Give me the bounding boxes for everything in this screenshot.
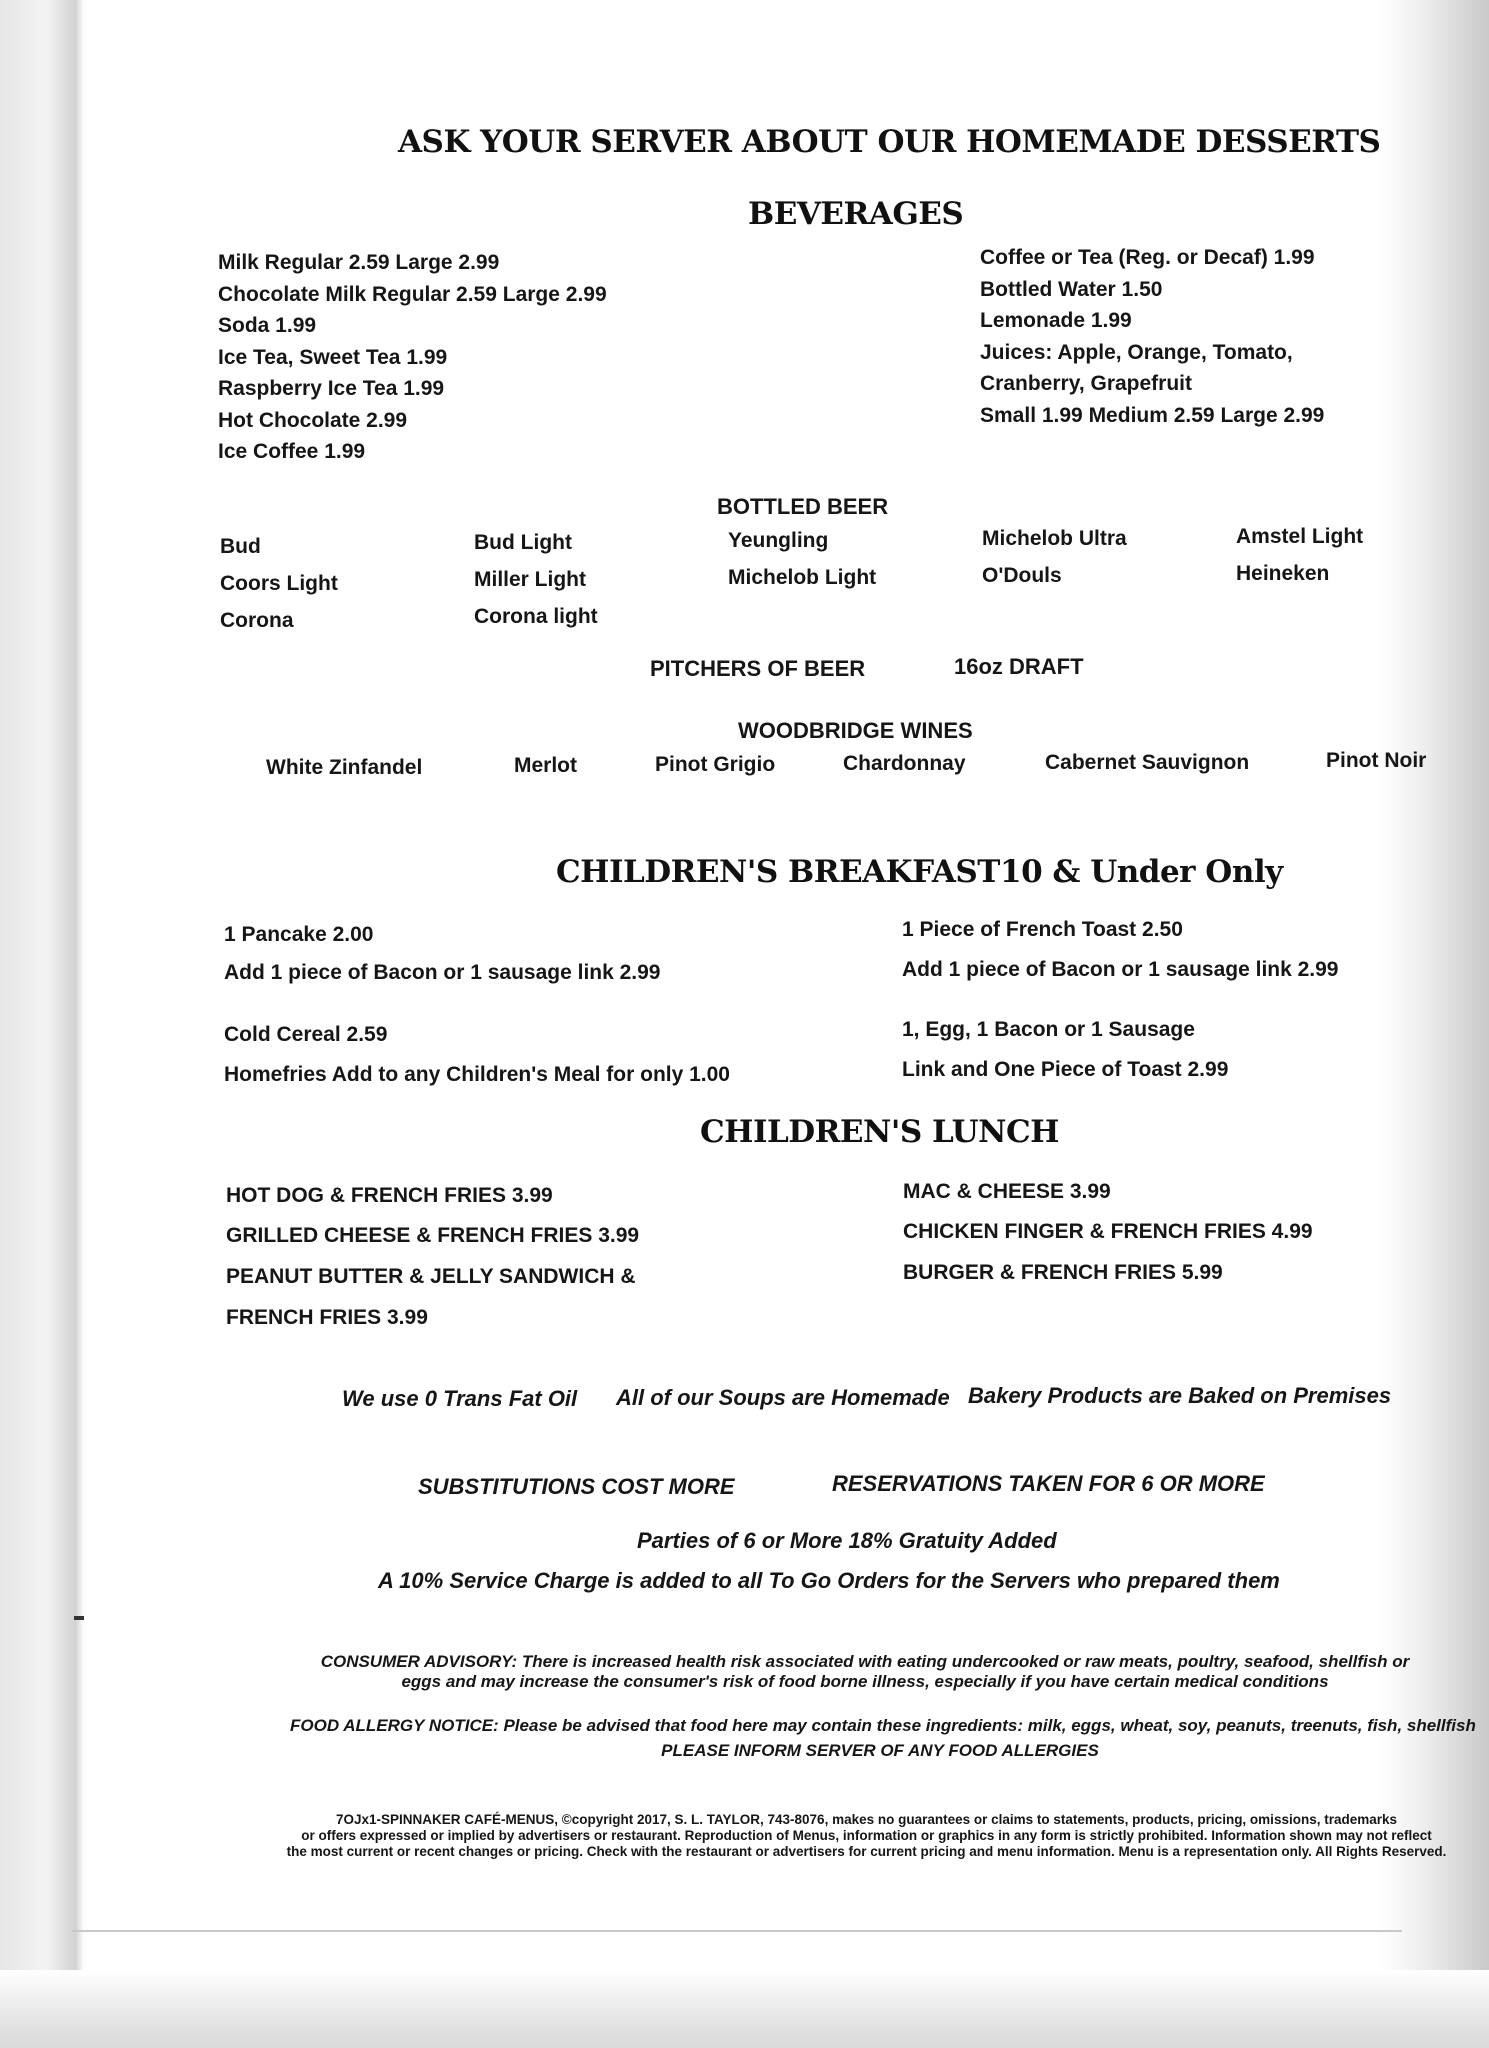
lunch-item: MAC & CHEESE 3.99: [903, 1180, 1111, 1203]
gratuity-note: Parties of 6 or More 18% Gratuity Added: [637, 1528, 1057, 1553]
childrens-breakfast-title: CHILDREN'S BREAKFAST: [556, 854, 1000, 890]
childrens-lunch-title: CHILDREN'S LUNCH: [700, 1114, 1059, 1150]
lunch-item: PEANUT BUTTER & JELLY SANDWICH &: [226, 1265, 636, 1288]
breakfast-item: Add 1 piece of Bacon or 1 sausage link 2.99: [902, 958, 1339, 981]
allergy-notice: [290, 1716, 1476, 1761]
wine-item: White Zinfandel: [266, 756, 423, 779]
copyright-notice: [244, 1812, 1489, 1860]
lunch-item: HOT DOG & FRENCH FRIES 3.99: [226, 1184, 553, 1207]
breakfast-item: 1 Pancake 2.00: [224, 923, 374, 946]
service-charge-note: A 10% Service Charge is added to all To Go Orders for the Servers who prepared them: [378, 1568, 1280, 1593]
beer-item: Michelob Light: [728, 566, 877, 589]
substitutions-note: SUBSTITUTIONS COST MORE: [418, 1474, 735, 1499]
consumer-advisory-line2: eggs and may increase the consumer's risk of food borne illness, especially if you have certain medical conditions: [401, 1672, 1329, 1691]
allergy-notice-line1: FOOD ALLERGY NOTICE: Please be advised that food here may contain these ingredients: milk, eggs, wheat, soy, peanuts, treenuts, fish, shellfish: [290, 1716, 1476, 1735]
bottled-beer-title: BOTTLED BEER: [717, 494, 889, 519]
woodbridge-wines-title: WOODBRIDGE WINES: [738, 718, 973, 743]
beverage-item: Raspberry Ice Tea 1.99: [218, 377, 445, 400]
draft-16oz: 16oz DRAFT: [954, 654, 1084, 679]
beverage-item: Small 1.99 Medium 2.59 Large 2.99: [980, 403, 1325, 427]
beer-item: Miller Light: [474, 568, 586, 591]
beer-item: Heineken: [1236, 562, 1330, 585]
lunch-item: CHICKEN FINGER & FRENCH FRIES 4.99: [903, 1220, 1313, 1243]
beer-item: Amstel Light: [1236, 525, 1364, 548]
breakfast-item: Cold Cereal 2.59: [224, 1023, 388, 1046]
beverage-item: Lemonade 1.99: [980, 309, 1132, 332]
beer-column-2: [474, 524, 598, 635]
wine-item: Chardonnay: [843, 752, 966, 775]
desserts-headline: ASK YOUR SERVER ABOUT OUR HOMEMADE DESSERTS: [398, 124, 1381, 160]
beverage-item: Coffee or Tea (Reg. or Decaf) 1.99: [980, 246, 1315, 269]
reservations-note: RESERVATIONS TAKEN FOR 6 OR MORE: [832, 1471, 1265, 1496]
breakfast-item: Add 1 piece of Bacon or 1 sausage link 2.99: [224, 961, 661, 984]
copyright-line3: the most current or recent changes or pricing. Check with the restaurant or advertisers for current pricing and menu information. Menu is a representation only. All Rights Reserved.: [286, 1844, 1447, 1859]
beer-column-1: [220, 528, 338, 639]
beer-item: Yeungling: [728, 529, 829, 552]
copyright-line1: 7OJx1-SPINNAKER CAFÉ-MENUS, ©copyright 2017, S. L. TAYLOR, 743-8076, makes no guarantees or claims to statements, products, pricing, omissions, trademarks: [335, 1812, 1397, 1827]
copyright-line2: or offers expressed or implied by advertisers or restaurant. Reproduction of Menus, information or graphics in any form is strictly prohibited. Information shown may not reflect: [301, 1828, 1432, 1843]
breakfast-item: Link and One Piece of Toast 2.99: [902, 1058, 1229, 1081]
beverage-item: Cranberry, Grapefruit: [980, 372, 1192, 395]
consumer-advisory-line1: CONSUMER ADVISORY: There is increased health risk associated with eating undercooked or raw meats, poultry, seafood, shellfish or: [320, 1652, 1410, 1671]
wine-item: Cabernet Sauvignon: [1045, 751, 1250, 774]
beer-column-4: [982, 520, 1127, 594]
beverage-item: Soda 1.99: [218, 314, 317, 337]
beer-column-3: [728, 522, 876, 596]
beer-item: Coors Light: [220, 572, 338, 595]
soups-note: All of our Soups are Homemade: [616, 1385, 950, 1410]
beverages-left-list: [218, 247, 607, 468]
beverage-item: Chocolate Milk Regular 2.59 Large 2.99: [218, 282, 607, 306]
lunch-item: BURGER & FRENCH FRIES 5.99: [903, 1261, 1223, 1284]
wine-item: Pinot Noir: [1326, 749, 1427, 772]
beer-item: Corona light: [474, 605, 598, 628]
beverages-title: BEVERAGES: [748, 196, 964, 232]
lunch-item: GRILLED CHEESE & FRENCH FRIES 3.99: [226, 1224, 640, 1247]
beverage-item: Hot Chocolate 2.99: [218, 408, 408, 432]
beer-column-5: [1236, 518, 1363, 592]
breakfast-item: 1, Egg, 1 Bacon or 1 Sausage: [902, 1018, 1195, 1041]
beer-item: Corona: [220, 609, 294, 632]
wine-item: Pinot Grigio: [655, 753, 776, 776]
beverage-item: Juices: Apple, Orange, Tomato,: [980, 340, 1293, 364]
breakfast-item: 1 Piece of French Toast 2.50: [902, 918, 1183, 941]
lunch-item: FRENCH FRIES 3.99: [226, 1306, 428, 1329]
beer-item: Michelob Ultra: [982, 527, 1127, 550]
beverage-item: Ice Coffee 1.99: [218, 440, 366, 463]
allergy-notice-line2: PLEASE INFORM SERVER OF ANY FOOD ALLERGIES: [661, 1741, 1099, 1760]
beer-item: Bud Light: [474, 531, 572, 554]
beverages-right-list: [980, 242, 1324, 431]
beverage-item: Ice Tea, Sweet Tea 1.99: [218, 345, 448, 369]
beer-item: Bud: [220, 535, 261, 558]
age-restriction-note: 10 & Under Only: [1000, 854, 1283, 890]
pitchers-of-beer: PITCHERS OF BEER: [650, 656, 866, 681]
wine-item: Merlot: [514, 754, 577, 777]
trans-fat-note: We use 0 Trans Fat Oil: [342, 1386, 578, 1411]
beer-item: O'Douls: [982, 564, 1062, 587]
consumer-advisory: [290, 1652, 1440, 1692]
beverage-item: Milk Regular 2.59 Large 2.99: [218, 251, 500, 274]
beverage-item: Bottled Water 1.50: [980, 277, 1163, 301]
bakery-note: Bakery Products are Baked on Premises: [968, 1383, 1392, 1408]
breakfast-item: Homefries Add to any Children's Meal for only 1.00: [224, 1063, 730, 1086]
